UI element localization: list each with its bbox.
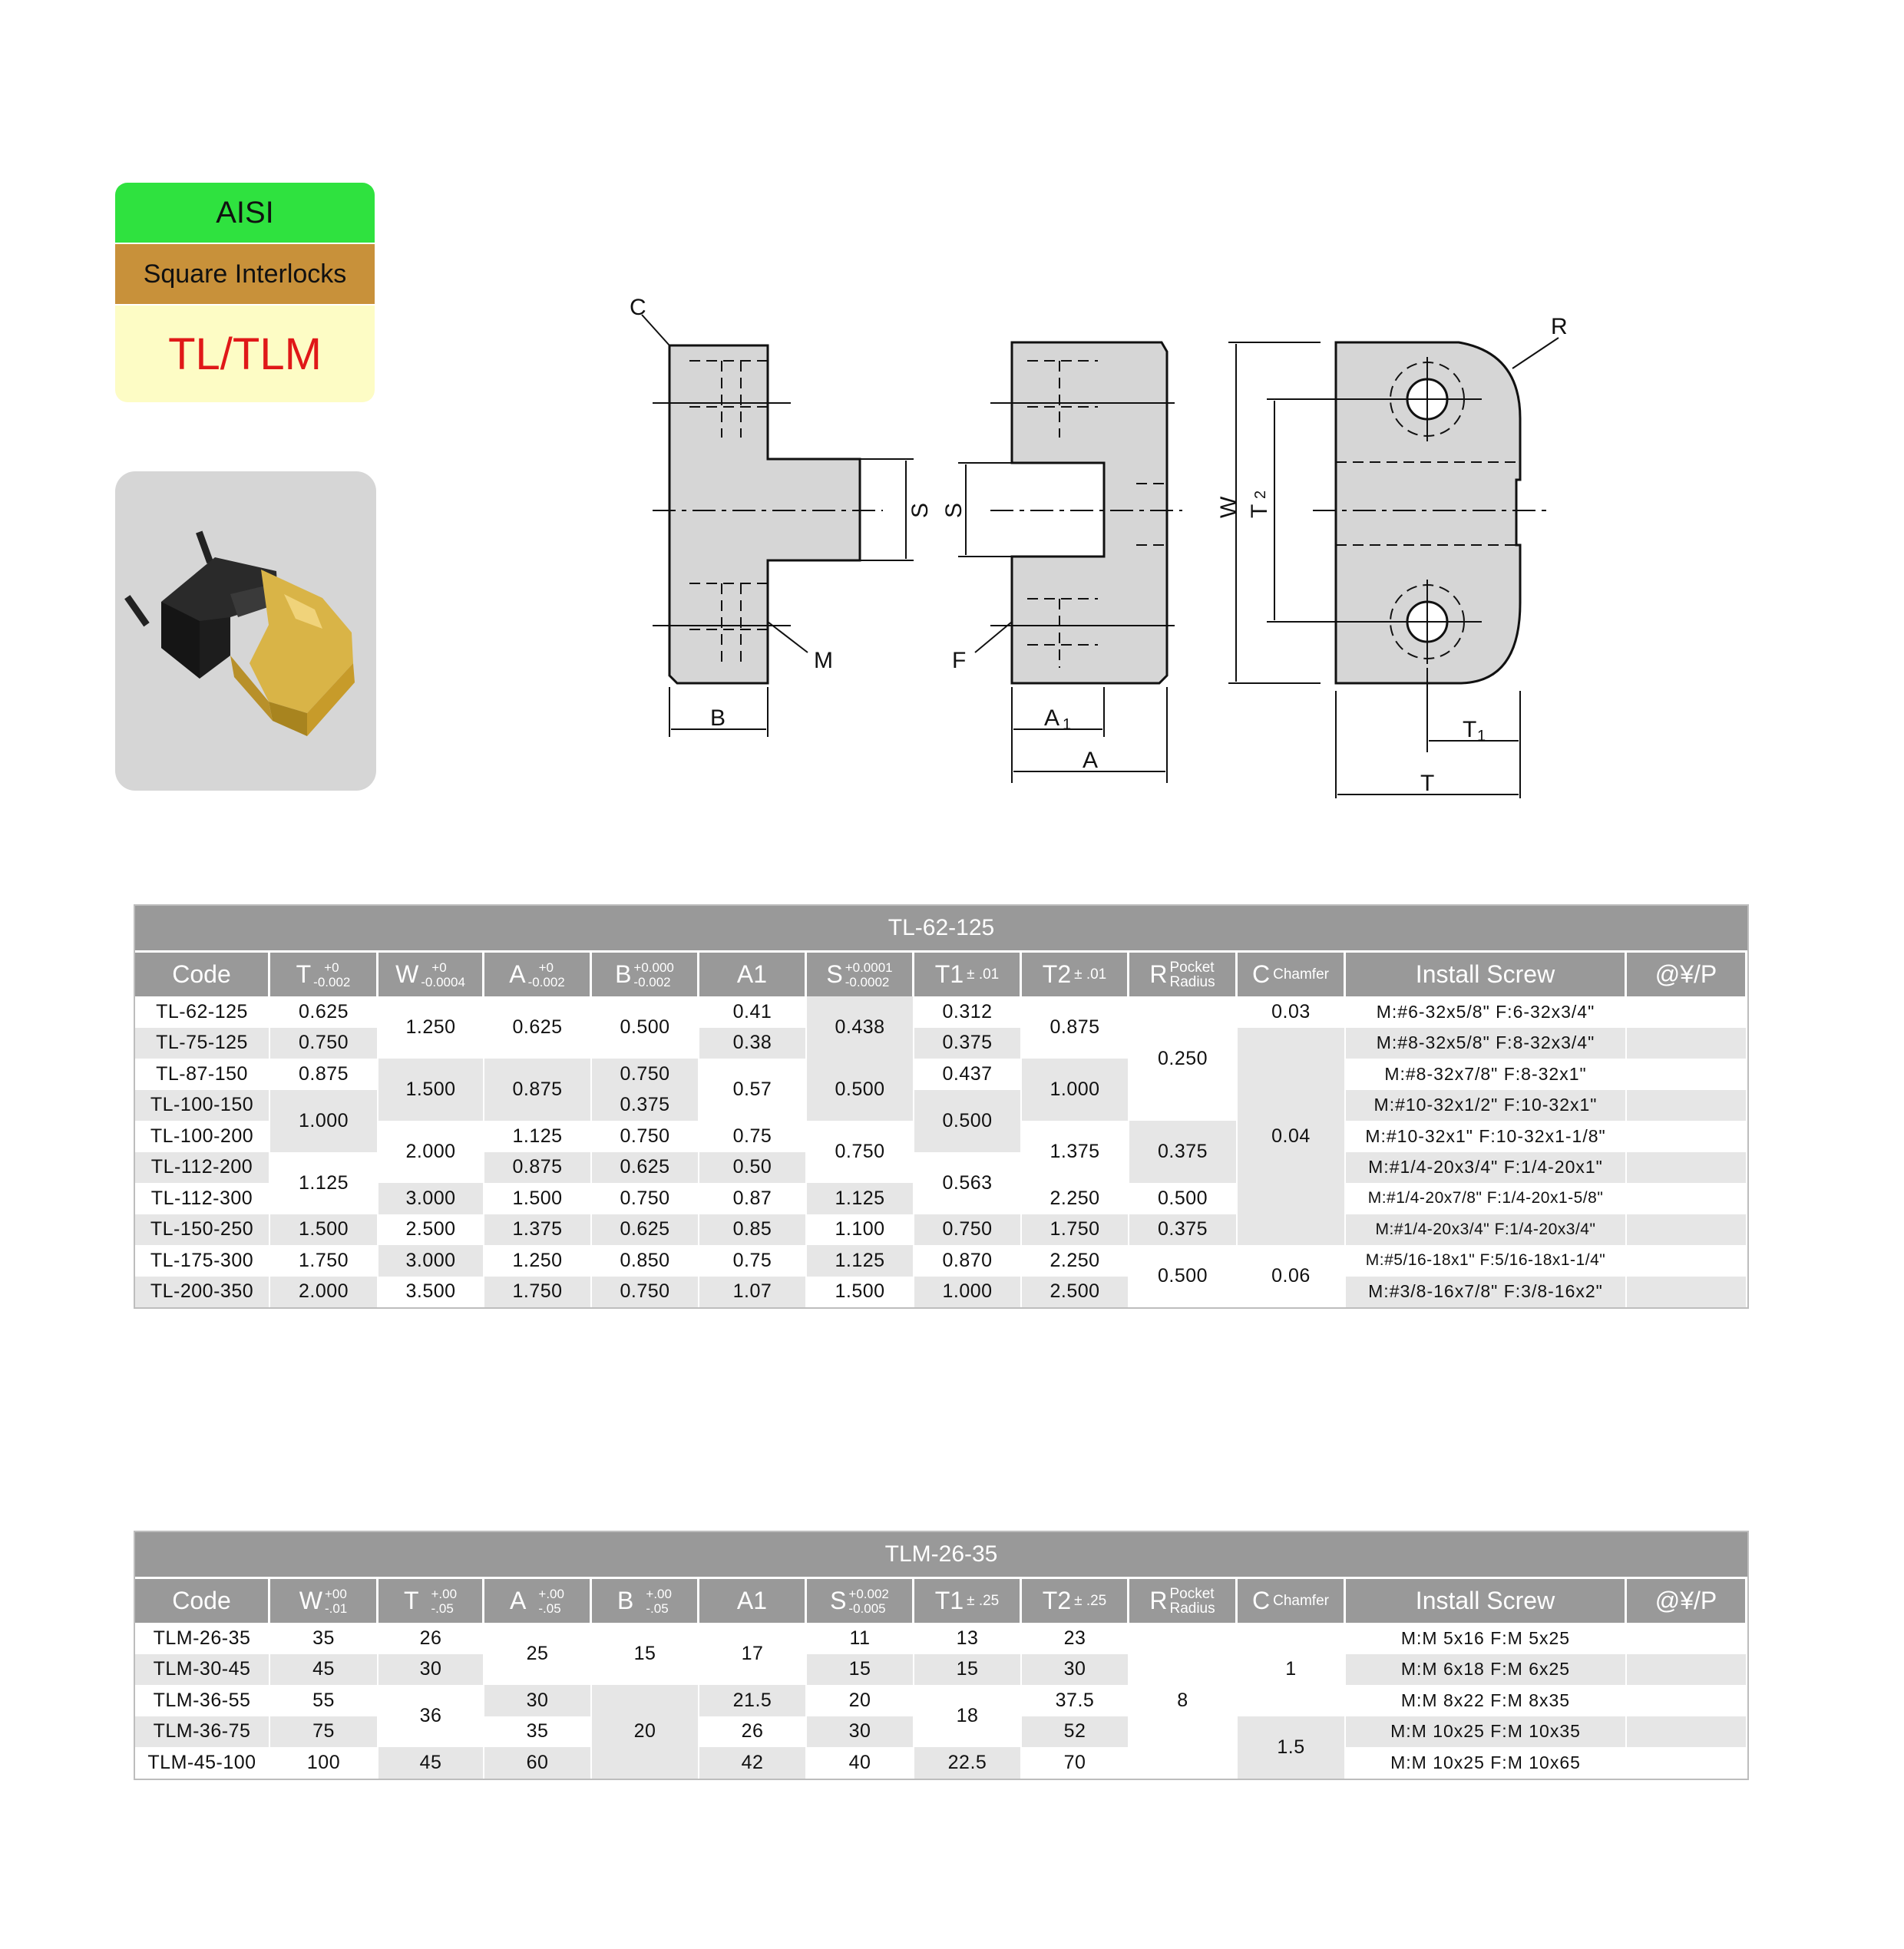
label-a1-sub: 1 xyxy=(1063,716,1072,733)
tl-header-code: Code xyxy=(135,950,270,996)
tl-price-cell xyxy=(1627,996,1747,1028)
tl-t1-cell: 0.750 xyxy=(914,1214,1022,1246)
tlm-screw-cell: M:M 5x16 F:M 5x25 xyxy=(1346,1623,1627,1654)
tlm-a1-cell: 21.5 xyxy=(699,1685,807,1716)
tlm-table-title: TLM-26-35 xyxy=(135,1532,1747,1577)
tlm-header-a1: A1 xyxy=(699,1577,807,1623)
tl-w-cell: 2.500 xyxy=(378,1214,484,1246)
tl-a-cell: 1.250 xyxy=(484,1245,592,1277)
tlm-header-code: Code xyxy=(135,1577,270,1623)
tl-screw-cell: M:#3/8-16x7/8" F:3/8-16x2" xyxy=(1346,1277,1627,1308)
tl-code-cell: TL-100-200 xyxy=(135,1121,270,1152)
label-a: A xyxy=(1083,748,1099,773)
tl-header-b: B +0.000 -0.002 xyxy=(592,950,699,996)
label-a1: A xyxy=(1044,705,1060,731)
tl-s-cell: 1.500 xyxy=(807,1277,914,1308)
label-t2: T xyxy=(1247,504,1272,518)
tlm-screw-cell: M:M 8x22 F:M 8x35 xyxy=(1346,1685,1627,1716)
tlm-a-cell: 35 xyxy=(484,1716,592,1748)
tlm-t1-cell: 22.5 xyxy=(914,1747,1022,1779)
tlm-t-cell: 26 xyxy=(378,1623,484,1654)
tl-header-t2: T2 ± .01 xyxy=(1022,950,1129,996)
technical-drawing xyxy=(607,292,1568,814)
tl-t1-cell: 0.870 xyxy=(914,1245,1022,1277)
tl-s-cell: 1.100 xyxy=(807,1214,914,1246)
tl-screw-cell: M:#10-32x1" F:10-32x1-1/8" xyxy=(1346,1121,1627,1152)
tl-t-cell: 1.125 xyxy=(270,1152,378,1214)
label-w: W xyxy=(1216,496,1241,518)
tl-w-cell: 1.500 xyxy=(378,1059,484,1121)
female-part-shape xyxy=(1012,342,1167,683)
tl-price-cell xyxy=(1627,1245,1747,1277)
tl-price-cell xyxy=(1627,1183,1747,1214)
tl-a1-cell: 0.87 xyxy=(699,1183,807,1214)
tl-t2-cell: 2.250 xyxy=(1022,1245,1129,1277)
tl-header-c: C Chamfer xyxy=(1238,950,1346,996)
tl-t-cell: 0.750 xyxy=(270,1028,378,1059)
tlm-price-cell xyxy=(1627,1654,1747,1686)
tl-screw-cell: M:#8-32x5/8" F:8-32x3/4" xyxy=(1346,1028,1627,1059)
square-interlock-illustration xyxy=(115,471,376,791)
tl-table-grid xyxy=(135,950,1747,1307)
label-c: C xyxy=(630,295,646,320)
tl-screw-cell: M:#1/4-20x3/4" F:1/4-20x3/4" xyxy=(1346,1214,1627,1246)
standard-text: AISI xyxy=(216,195,274,230)
tl-header-a1: A1 xyxy=(699,950,807,996)
tl-t1-cell: 0.312 xyxy=(914,996,1022,1028)
label-t2-sub: 2 xyxy=(1252,490,1269,499)
tl-t2-cell: 0.875 xyxy=(1022,996,1129,1059)
tl-a1-cell: 0.85 xyxy=(699,1214,807,1246)
tlm-w-cell: 100 xyxy=(270,1747,378,1779)
tl-w-cell: 1.250 xyxy=(378,996,484,1059)
tlm-price-cell xyxy=(1627,1685,1747,1716)
tlm-b-cell: 15 xyxy=(592,1623,699,1685)
tlm-c-cell: 1.5 xyxy=(1238,1716,1346,1779)
tlm-t1-cell: 13 xyxy=(914,1623,1022,1654)
tlm-price-cell xyxy=(1627,1747,1747,1779)
tl-t-cell: 1.500 xyxy=(270,1214,378,1246)
tl-screw-cell: M:#6-32x5/8" F:6-32x3/4" xyxy=(1346,996,1627,1028)
tl-t-cell: 1.000 xyxy=(270,1090,378,1152)
tl-r-cell: 0.375 xyxy=(1129,1214,1238,1246)
tl-screw-cell: M:#1/4-20x3/4" F:1/4-20x1" xyxy=(1346,1152,1627,1184)
tl-code-cell: TL-175-300 xyxy=(135,1245,270,1277)
tlm-c-cell: 1 xyxy=(1238,1623,1346,1716)
tlm-w-cell: 35 xyxy=(270,1623,378,1654)
tlm-header-c: C Chamfer xyxy=(1238,1577,1346,1623)
label-t1: T xyxy=(1463,717,1477,742)
tlm-t1-cell: 18 xyxy=(914,1685,1022,1747)
tl-header-r: R Pocket Radius xyxy=(1129,950,1238,996)
tl-t1-cell: 1.000 xyxy=(914,1277,1022,1308)
tl-price-cell xyxy=(1627,1121,1747,1152)
tlm-t1-cell: 15 xyxy=(914,1654,1022,1686)
tlm-s-cell: 15 xyxy=(807,1654,914,1686)
tl-b-cell: 0.625 xyxy=(592,1152,699,1184)
tl-t2-cell: 1.375 xyxy=(1022,1121,1129,1183)
tlm-header-t: T +.00 -.05 xyxy=(378,1577,484,1623)
tlm-code-cell: TLM-36-55 xyxy=(135,1685,270,1716)
tl-a1-cell: 0.57 xyxy=(699,1059,807,1121)
tl-screw-cell: M:#10-32x1/2" F:10-32x1" xyxy=(1346,1090,1627,1122)
tlm-header-s: S +0.002 -0.005 xyxy=(807,1577,914,1623)
tl-s-cell: 0.500 xyxy=(807,1059,914,1121)
tl-a-cell: 1.125 xyxy=(484,1121,592,1152)
tl-a1-cell: 1.07 xyxy=(699,1277,807,1308)
tl-a-cell: 0.625 xyxy=(484,996,592,1059)
standard-label xyxy=(115,183,375,243)
tl-b-cell: 0.750 xyxy=(592,1183,699,1214)
tl-price-cell xyxy=(1627,1028,1747,1059)
tl-header-t1: T1 ± .01 xyxy=(914,950,1022,996)
tlm-r-cell: 8 xyxy=(1129,1623,1238,1779)
tlm-screw-cell: M:M 6x18 F:M 6x25 xyxy=(1346,1654,1627,1686)
label-t1-sub: 1 xyxy=(1477,728,1486,745)
tl-header-s: S +0.0001 -0.0002 xyxy=(807,950,914,996)
tl-code-cell: TL-112-200 xyxy=(135,1152,270,1184)
tlm-header-price: @¥/P xyxy=(1627,1577,1747,1623)
tlm-code-cell: TLM-26-35 xyxy=(135,1623,270,1654)
tl-t2-cell: 2.500 xyxy=(1022,1277,1129,1308)
tlm-t-cell: 45 xyxy=(378,1747,484,1779)
tlm-table-grid xyxy=(135,1577,1747,1779)
tl-b-cell: 0.500 xyxy=(592,996,699,1059)
tlm-s-cell: 20 xyxy=(807,1685,914,1716)
tl-a-cell: 0.875 xyxy=(484,1152,592,1184)
tlm-t2-cell: 52 xyxy=(1022,1716,1129,1748)
tlm-price-cell xyxy=(1627,1623,1747,1654)
tl-a1-cell: 0.75 xyxy=(699,1121,807,1152)
tlm-w-cell: 55 xyxy=(270,1685,378,1716)
category-label xyxy=(115,244,375,304)
tl-t2-cell: 1.750 xyxy=(1022,1214,1129,1246)
dimension-drawing xyxy=(607,292,1568,814)
model-label xyxy=(115,306,375,402)
tlm-t-cell: 30 xyxy=(378,1654,484,1686)
tlm-header-screw: Install Screw xyxy=(1346,1577,1627,1623)
tl-code-cell: TL-75-125 xyxy=(135,1028,270,1059)
tl-w-cell: 2.000 xyxy=(378,1121,484,1183)
tlm-a-cell: 60 xyxy=(484,1747,592,1779)
tl-t-cell: 2.000 xyxy=(270,1277,378,1308)
tlm-header-a: A +.00 -.05 xyxy=(484,1577,592,1623)
label-t: T xyxy=(1420,771,1435,796)
tl-t-cell: 1.750 xyxy=(270,1245,378,1277)
tl-c-cell: 0.04 xyxy=(1238,1028,1346,1246)
tl-s-cell: 1.125 xyxy=(807,1245,914,1277)
tl-r-cell: 0.500 xyxy=(1129,1245,1238,1307)
tl-t1-cell: 0.500 xyxy=(914,1090,1022,1152)
tlm-a-cell: 30 xyxy=(484,1685,592,1716)
tl-price-cell xyxy=(1627,1059,1747,1090)
tlm-w-cell: 75 xyxy=(270,1716,378,1748)
tlm-table xyxy=(134,1531,1749,1780)
tlm-code-cell: TLM-36-75 xyxy=(135,1716,270,1748)
tl-b-cell: 0.375 xyxy=(592,1090,699,1122)
tlm-a1-cell: 17 xyxy=(699,1623,807,1685)
label-s-male: S xyxy=(907,502,933,518)
tl-b-cell: 0.750 xyxy=(592,1277,699,1308)
tl-a-cell: 1.375 xyxy=(484,1214,592,1246)
tl-a1-cell: 0.41 xyxy=(699,996,807,1028)
tlm-t2-cell: 30 xyxy=(1022,1654,1129,1686)
tl-screw-cell: M:#5/16-18x1" F:5/16-18x1-1/4" xyxy=(1346,1245,1627,1277)
tlm-a-cell: 25 xyxy=(484,1623,592,1685)
tlm-t2-cell: 70 xyxy=(1022,1747,1129,1779)
tl-t-cell: 0.625 xyxy=(270,996,378,1028)
model-text: TL/TLM xyxy=(168,329,322,379)
tlm-code-cell: TLM-30-45 xyxy=(135,1654,270,1686)
tl-a-cell: 1.750 xyxy=(484,1277,592,1308)
tl-table xyxy=(134,904,1749,1309)
tl-r-cell: 0.500 xyxy=(1129,1183,1238,1214)
tl-code-cell: TL-112-300 xyxy=(135,1183,270,1214)
tl-t1-cell: 0.563 xyxy=(914,1152,1022,1214)
tl-header-screw: Install Screw xyxy=(1346,950,1627,996)
tlm-s-cell: 30 xyxy=(807,1716,914,1748)
tl-code-cell: TL-62-125 xyxy=(135,996,270,1028)
tlm-t2-cell: 37.5 xyxy=(1022,1685,1129,1716)
tl-header-t: T +0 -0.002 xyxy=(270,950,378,996)
tlm-price-cell xyxy=(1627,1716,1747,1748)
tl-t1-cell: 0.375 xyxy=(914,1028,1022,1059)
tlm-w-cell: 45 xyxy=(270,1654,378,1686)
label-s-female: S xyxy=(941,502,967,518)
tl-a1-cell: 0.50 xyxy=(699,1152,807,1184)
tl-w-cell: 3.000 xyxy=(378,1245,484,1277)
tl-t-cell: 0.875 xyxy=(270,1059,378,1090)
tlm-header-w: W +00 -.01 xyxy=(270,1577,378,1623)
tl-code-cell: TL-200-350 xyxy=(135,1277,270,1308)
tlm-s-cell: 40 xyxy=(807,1747,914,1779)
tl-s-cell: 0.438 xyxy=(807,996,914,1059)
tlm-header-r: R Pocket Radius xyxy=(1129,1577,1238,1623)
tl-r-cell: 0.375 xyxy=(1129,1121,1238,1183)
male-part-shape xyxy=(669,345,860,683)
tl-table-title: TL-62-125 xyxy=(135,906,1747,950)
tl-price-cell xyxy=(1627,1277,1747,1308)
tl-code-cell: TL-100-150 xyxy=(135,1090,270,1122)
tlm-code-cell: TLM-45-100 xyxy=(135,1747,270,1779)
tlm-t-cell: 36 xyxy=(378,1685,484,1747)
tl-screw-cell: M:#1/4-20x7/8" F:1/4-20x1-5/8" xyxy=(1346,1183,1627,1214)
tl-t1-cell: 0.437 xyxy=(914,1059,1022,1090)
tlm-a1-cell: 42 xyxy=(699,1747,807,1779)
tl-header-w: W +0 -0.0004 xyxy=(378,950,484,996)
tl-b-cell: 0.850 xyxy=(592,1245,699,1277)
tlm-a1-cell: 26 xyxy=(699,1716,807,1748)
tlm-screw-cell: M:M 10x25 F:M 10x65 xyxy=(1346,1747,1627,1779)
tl-a-cell: 0.875 xyxy=(484,1059,592,1121)
tlm-t2-cell: 23 xyxy=(1022,1623,1129,1654)
tl-b-cell: 0.750 xyxy=(592,1059,699,1090)
tl-a-cell: 1.500 xyxy=(484,1183,592,1214)
product-photo xyxy=(115,471,376,791)
tl-header-a: A +0 -0.002 xyxy=(484,950,592,996)
tl-b-cell: 0.625 xyxy=(592,1214,699,1246)
tl-price-cell xyxy=(1627,1152,1747,1184)
tl-screw-cell: M:#8-32x7/8" F:8-32x1" xyxy=(1346,1059,1627,1090)
tl-s-cell: 0.750 xyxy=(807,1121,914,1183)
label-r: R xyxy=(1551,314,1568,339)
tl-c-cell: 0.03 xyxy=(1238,996,1346,1028)
tl-t2-cell: 2.250 xyxy=(1022,1183,1129,1214)
tl-price-cell xyxy=(1627,1090,1747,1122)
tl-r-cell: 0.250 xyxy=(1129,996,1238,1121)
tl-a1-cell: 0.38 xyxy=(699,1028,807,1059)
tl-price-cell xyxy=(1627,1214,1747,1246)
tlm-header-t1: T1 ± .25 xyxy=(914,1577,1022,1623)
tl-w-cell: 3.500 xyxy=(378,1277,484,1308)
tl-s-cell: 1.125 xyxy=(807,1183,914,1214)
label-f: F xyxy=(952,648,967,673)
tl-t2-cell: 1.000 xyxy=(1022,1059,1129,1121)
tl-c-cell: 0.06 xyxy=(1238,1245,1346,1307)
tlm-b-cell: 20 xyxy=(592,1685,699,1779)
tl-b-cell: 0.750 xyxy=(592,1121,699,1152)
tl-code-cell: TL-150-250 xyxy=(135,1214,270,1246)
tl-header-price: @¥/P xyxy=(1627,950,1747,996)
category-text: Square Interlocks xyxy=(143,259,347,289)
tlm-header-t2: T2 ± .25 xyxy=(1022,1577,1129,1623)
tlm-screw-cell: M:M 10x25 F:M 10x35 xyxy=(1346,1716,1627,1748)
label-m: M xyxy=(814,648,833,673)
label-b: B xyxy=(710,705,726,731)
tlm-s-cell: 11 xyxy=(807,1623,914,1654)
tlm-header-b: B +.00 -.05 xyxy=(592,1577,699,1623)
tl-w-cell: 3.000 xyxy=(378,1183,484,1214)
tl-a1-cell: 0.75 xyxy=(699,1245,807,1277)
tl-code-cell: TL-87-150 xyxy=(135,1059,270,1090)
